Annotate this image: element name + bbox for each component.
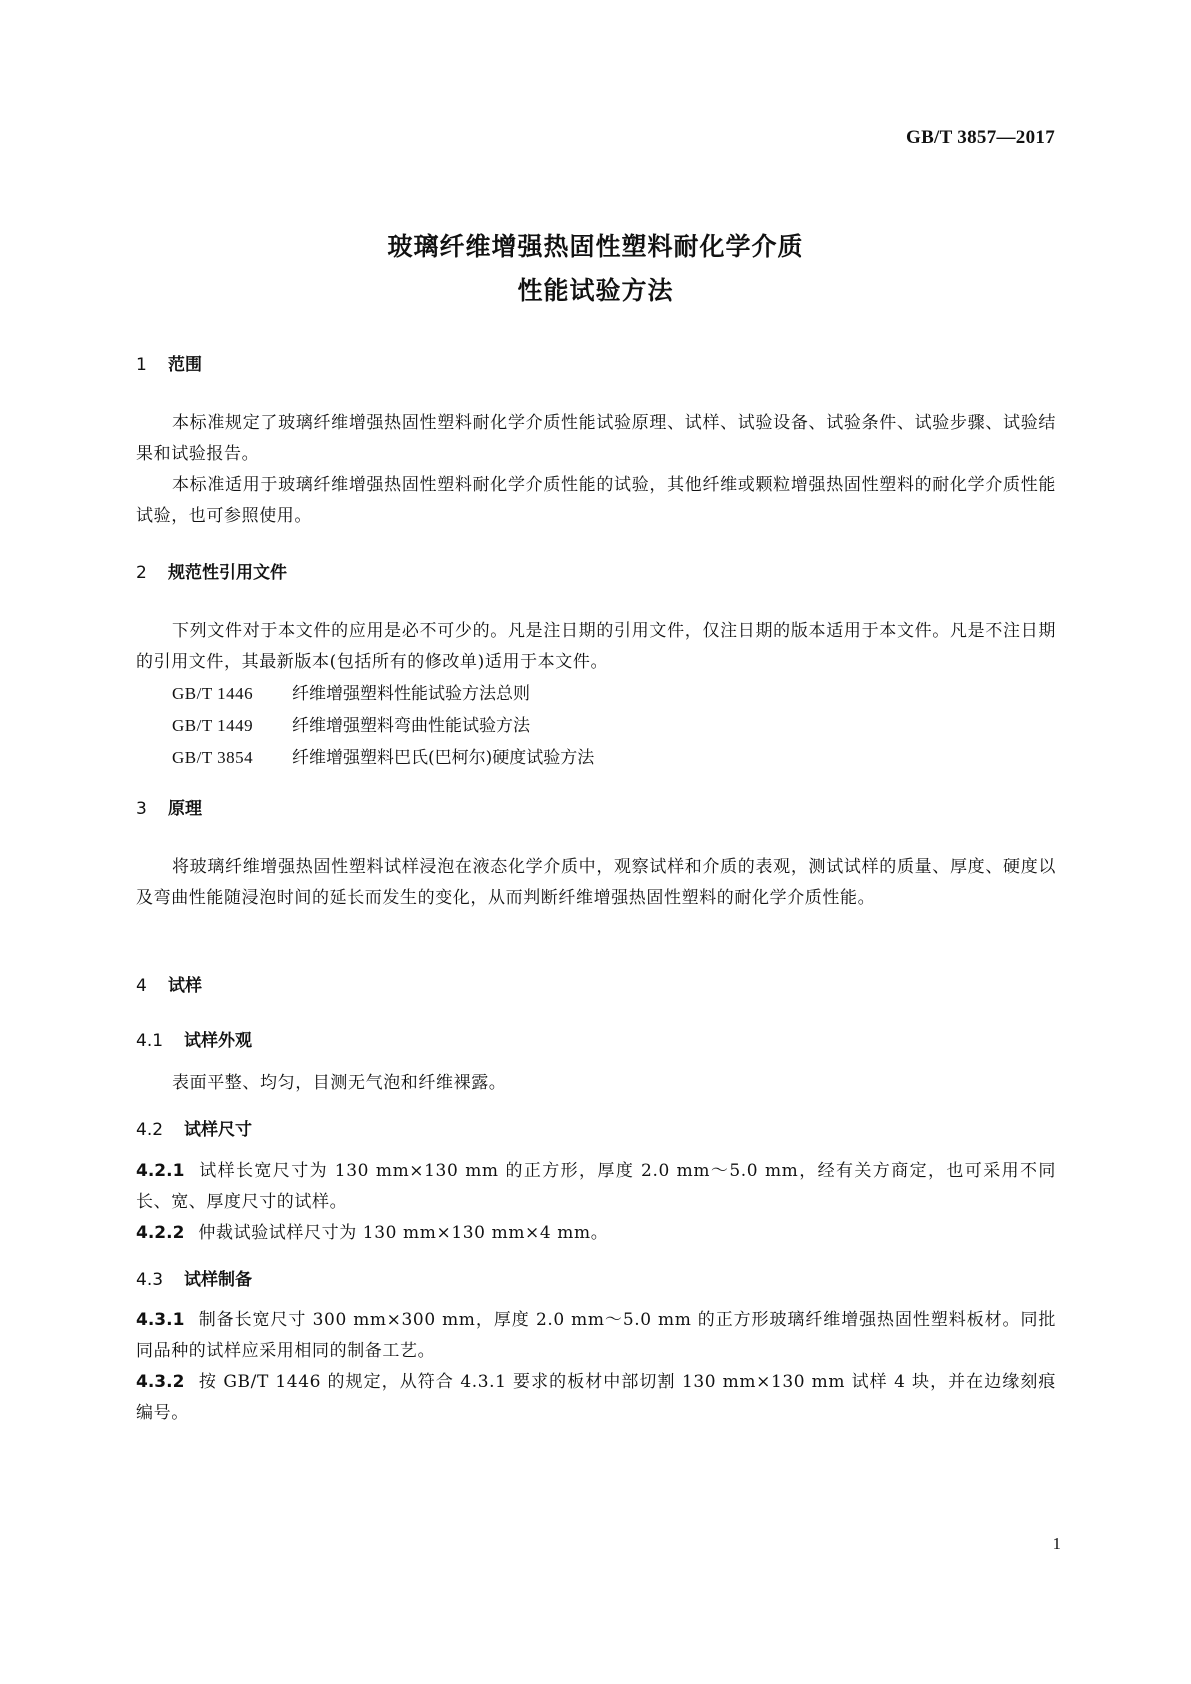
reference-code: GB/T 3854 [172, 748, 254, 767]
clause-number: 4.3.2 [136, 1372, 185, 1392]
subsection-4-1-heading [136, 1028, 1056, 1054]
section-1-paragraph-2: 本标准适用于玻璃纤维增强热固性塑料耐化学介质性能的试验，其他纤维或颗粒增强热固性塑料的耐化学介质性能试验，也可参照使用。 [136, 475, 1056, 526]
subsection-4-2-heading [136, 1117, 1056, 1143]
clause-text: 仲裁试验试样尺寸为 130 mm×130 mm×4 mm。 [198, 1223, 609, 1243]
clause-number: 4.2.2 [136, 1223, 185, 1243]
subsection-4-1-text: 表面平整、均匀，目测无气泡和纤维裸露。 [172, 1073, 507, 1093]
subsection-number: 4.2 [136, 1120, 164, 1140]
section-number: 1 [136, 355, 147, 375]
section-title: 试样 [168, 976, 202, 996]
section-number: 2 [136, 563, 147, 583]
section-number: 3 [136, 799, 147, 819]
reference-title: 纤维增强塑料巴氏(巴柯尔)硬度试验方法 [292, 748, 595, 768]
clause-text: 制备长宽尺寸 300 mm×300 mm，厚度 2.0 mm～5.0 mm 的正方形玻璃纤维增强热固性塑料板材。同批同品种的试样应采用相同的制备工艺。 [136, 1310, 1056, 1361]
normative-references-list [136, 678, 1056, 774]
subsection-number: 4.3 [136, 1270, 164, 1290]
standard-code: GB/T 3857—2017 [905, 127, 1055, 148]
title-line-2: 性能试验方法 [517, 276, 674, 305]
document-title [0, 225, 1191, 313]
page-number: 1 [1052, 1534, 1061, 1553]
section-title: 规范性引用文件 [168, 563, 287, 583]
section-4-heading [136, 973, 1056, 999]
subsection-4-3-heading [136, 1267, 1056, 1293]
clause-text: 按 GB/T 1446 的规定，从符合 4.3.1 要求的板材中部切割 130 mm×130 mm 试样 4 块，并在边缘刻痕编号。 [136, 1372, 1056, 1423]
section-2-paragraph-1: 下列文件对于本文件的应用是必不可少的。凡是注日期的引用文件，仅注日期的版本适用于本文件。凡是不注日期的引用文件，其最新版本(包括所有的修改单)适用于本文件。 [136, 621, 1056, 672]
clause-text: 试样长宽尺寸为 130 mm×130 mm 的正方形，厚度 2.0 mm～5.0 mm，经有关方商定，也可采用不同长、宽、厚度尺寸的试样。 [136, 1161, 1056, 1212]
clause-4-3-2 [136, 1367, 1056, 1429]
section-title: 范围 [168, 355, 202, 375]
reference-code: GB/T 1446 [172, 684, 254, 703]
subsection-title: 试样外观 [184, 1031, 252, 1051]
section-2-heading [136, 560, 1056, 586]
title-line-1: 玻璃纤维增强热固性塑料耐化学介质 [387, 232, 804, 261]
reference-item [136, 678, 1056, 710]
reference-title: 纤维增强塑料性能试验方法总则 [292, 684, 530, 704]
reference-item [136, 742, 1056, 774]
clause-4-3-1 [136, 1305, 1056, 1367]
clause-4-2-1 [136, 1156, 1056, 1218]
clause-4-2-2 [136, 1218, 1056, 1249]
subsection-number: 4.1 [136, 1031, 164, 1051]
section-1-paragraph-1: 本标准规定了玻璃纤维增强热固性塑料耐化学介质性能试验原理、试样、试验设备、试验条件、试验步骤、试验结果和试验报告。 [136, 413, 1056, 464]
section-3-heading [136, 796, 1056, 822]
section-number: 4 [136, 976, 147, 996]
reference-title: 纤维增强塑料弯曲性能试验方法 [292, 716, 530, 736]
subsection-title: 试样制备 [184, 1270, 252, 1290]
section-3-paragraph-1: 将玻璃纤维增强热固性塑料试样浸泡在液态化学介质中，观察试样和介质的表观，测试试样的质量、厚度、硬度以及弯曲性能随浸泡时间的延长而发生的变化，从而判断纤维增强热固性塑料的耐化学介质性能。 [136, 857, 1056, 908]
reference-item [136, 710, 1056, 742]
subsection-title: 试样尺寸 [184, 1120, 252, 1140]
section-title: 原理 [168, 799, 202, 819]
section-1-heading [136, 352, 1056, 378]
clause-number: 4.2.1 [136, 1161, 185, 1181]
clause-number: 4.3.1 [136, 1310, 185, 1330]
reference-code: GB/T 1449 [172, 716, 254, 735]
